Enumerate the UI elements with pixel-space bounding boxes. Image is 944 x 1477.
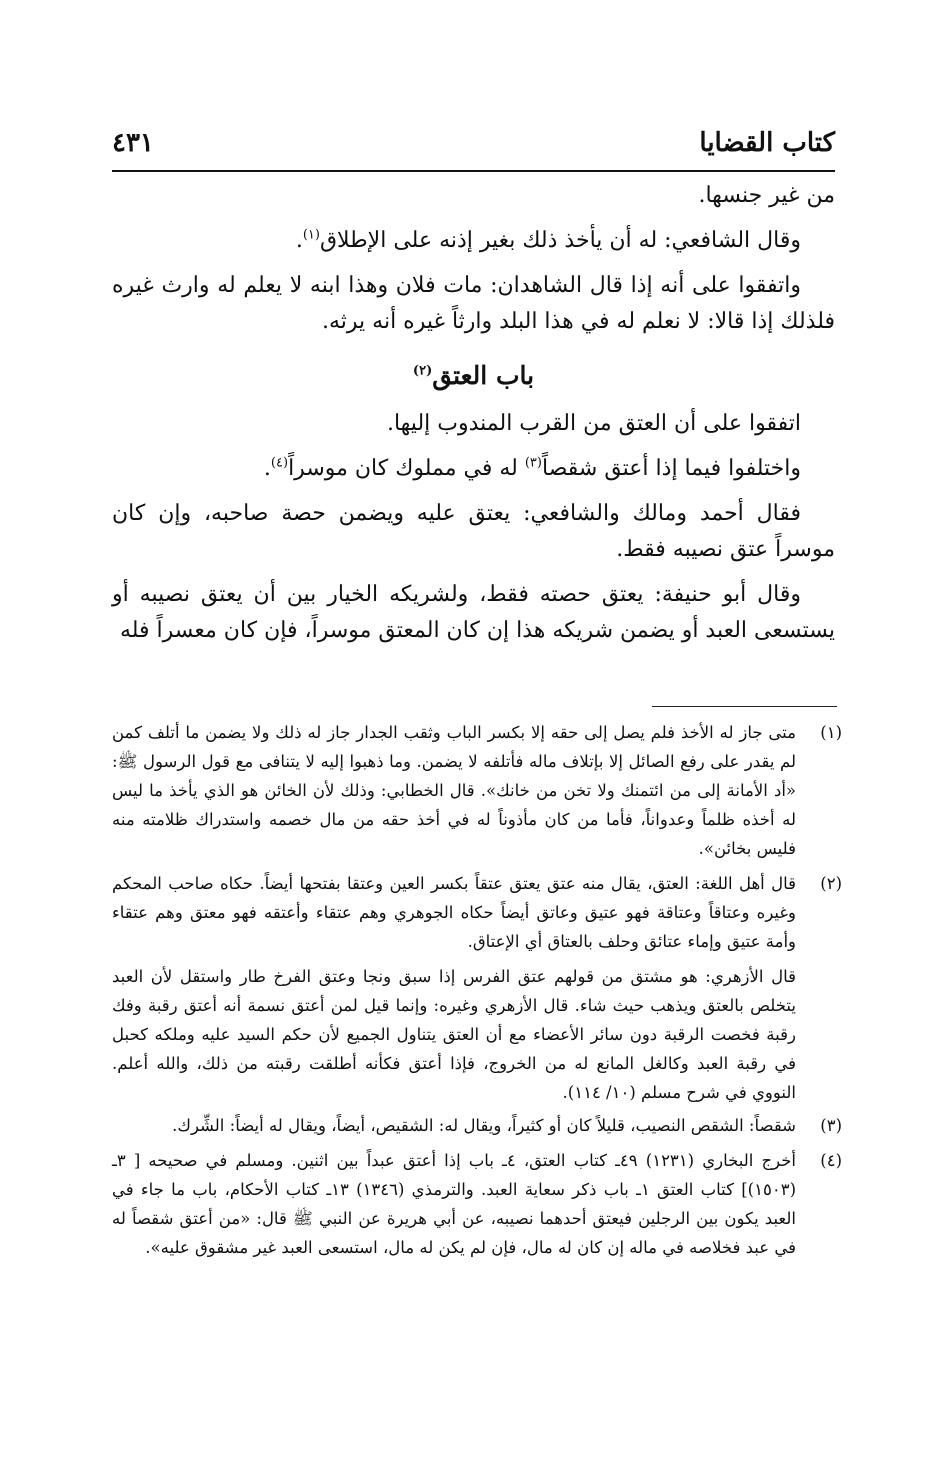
footnote-text: شقصاً: الشقص النصيب، قليلاً كان أو كثيراً، ويقال له: الشقيص، أيضاً، ويقال له أيضاً: الشِّرك.: [172, 1116, 796, 1135]
footnotes: [112, 718, 842, 1268]
footnote-number: (٣): [820, 1116, 842, 1135]
paragraph-2: وقال الشافعي: له أن يأخذ ذلك بغير إذنه على الإطلاق$^{(١)}$.: [295, 227, 801, 253]
paragraph-7: وقال أبو حنيفة: يعتق حصته فقط، ولشريكه الخيار بين أن يعتق نصيبه أو يستسعى العبد أو يضمن شريكه هذا إن كان المعتق موسراً، فإن كان معسراً فله: [112, 582, 835, 643]
main-text: [112, 178, 835, 658]
footnote-text: قال الأزهري: هو مشتق من قولهم عتق الفرس إذا سبق ونجا وعتق الفرخ طار واستقل لأن العبد يتخلص بالعتق ويذهب حيث شاء. قال الأزهري وغيره: وإنما قيل لمن أعتق نسمة أنه أعتق رقبة وفك رقبة فخصت الرقبة دون سائر الأعضاء مع أن العتق يتناول الجميع لأن حكم السيد عليه وملكه كحبل في رقبة العبد وكالغل المانع له من الخروج، فإذا أعتق فكأنه أطلقت رقبته من ذلك، والله أعلم. النووي في شرح مسلم (١٠/ ١١٤).: [112, 967, 796, 1102]
paragraph-5: واختلفوا فيما إذا أعتق شقصاً$^{(٣)}$ له في مملوك كان موسراً$^{(٤)}$.: [263, 455, 801, 481]
footnote-number: (١): [820, 723, 842, 742]
footnote-3: [112, 1111, 842, 1140]
footnote-ref-1: (١): [302, 227, 320, 243]
footnote-ref-2: (٢): [412, 363, 433, 379]
page-number: ٤٣١: [112, 128, 154, 158]
footnote-text: أخرج البخاري (١٢٣١) ٤٩ـ كتاب العتق، ٤ـ باب إذا أعتق عبداً بين اثنين. ومسلم في صحيحه [ ٣ـ (١٥٠٣)] كتاب العتق ١ـ باب ذكر سعاية العبد. والترمذي (١٣٤٦) ١٣ـ كتاب الأحكام، باب ما جاء في العبد يكون بين الرجلين فيعتق أحدهما نصيبه، عن أبي هريرة عن النبي ﷺ قال: «من أعتق شقصاً له في عبد فخلاصه في ماله إن كان له مال، فإن لم يكن له مال، استسعى العبد غير مشقوق عليه».: [112, 1151, 796, 1257]
footnote-2-continued: [112, 962, 842, 1107]
footnote-number: (٢): [820, 874, 842, 893]
footnote-2: [112, 869, 842, 956]
paragraph-4: اتفقوا على أن العتق من القرب المندوب إليها.: [386, 411, 801, 436]
paragraph-3: واتفقوا على أنه إذا قال الشاهدان: مات فلان وهذا ابنه لا يعلم له وارث غيره فلذلك إذا قالا: لا نعلم له في هذا البلد وارثاً غيره أنه يرثه.: [112, 273, 835, 334]
footnote-text: متى جاز له الأخذ فلم يصل إلى حقه إلا بكسر الباب وثقب الجدار جاز له ذلك ولا يضمن ما أتلف كمن لم يقدر على رفع الصائل إلا بإتلاف ماله فأتلفه لا يضمن. وما ذهبوا إليه لا يتنافى مع قول الرسول ﷺ: «أد الأمانة إلى من ائتمنك ولا تخن من خانك». قال الخطابي: وذلك لأن الخائن هو الذي يأخذ ما ليس له أخذه ظلماً وعدواناً، فأما من كان مأذوناً له في أخذ حقه من مال خصمه واستدراك ظلامته منه فليس بخائن».: [112, 723, 796, 858]
running-title: كتاب القضايا: [699, 128, 835, 158]
footnote-separator: [652, 706, 837, 707]
footnote-ref-3: (٣): [524, 455, 542, 471]
footnote-1: [112, 718, 842, 863]
paragraph-6: فقال أحمد ومالك والشافعي: يعتق عليه ويضمن حصة صاحبه، وإن كان موسراً عتق نصيبه فقط.: [112, 501, 835, 562]
section-heading: باب العتق$^{(٢)}$: [412, 361, 535, 390]
footnote-4: [112, 1146, 842, 1262]
footnote-text: قال أهل اللغة: العتق، يقال منه عتق يعتق عتقاً بكسر العين وعتقا بفتحها أيضاً. حكاه صاحب المحكم وغيره وعتاقاً وعتاقة فهو عتيق وعاتق أيضاً حكاه الجوهري وهم عتقاء وأعتقه فهو معتق وهم عتقاء وأمة عتيق وإماء عتائق وحلف بالعتاق أي الإعتاق.: [112, 874, 796, 951]
paragraph-1: من غير جنسها.: [698, 183, 835, 208]
footnote-ref-4: (٤): [270, 455, 289, 471]
footnote-number: (٤): [820, 1151, 842, 1170]
page-header: [112, 124, 835, 172]
